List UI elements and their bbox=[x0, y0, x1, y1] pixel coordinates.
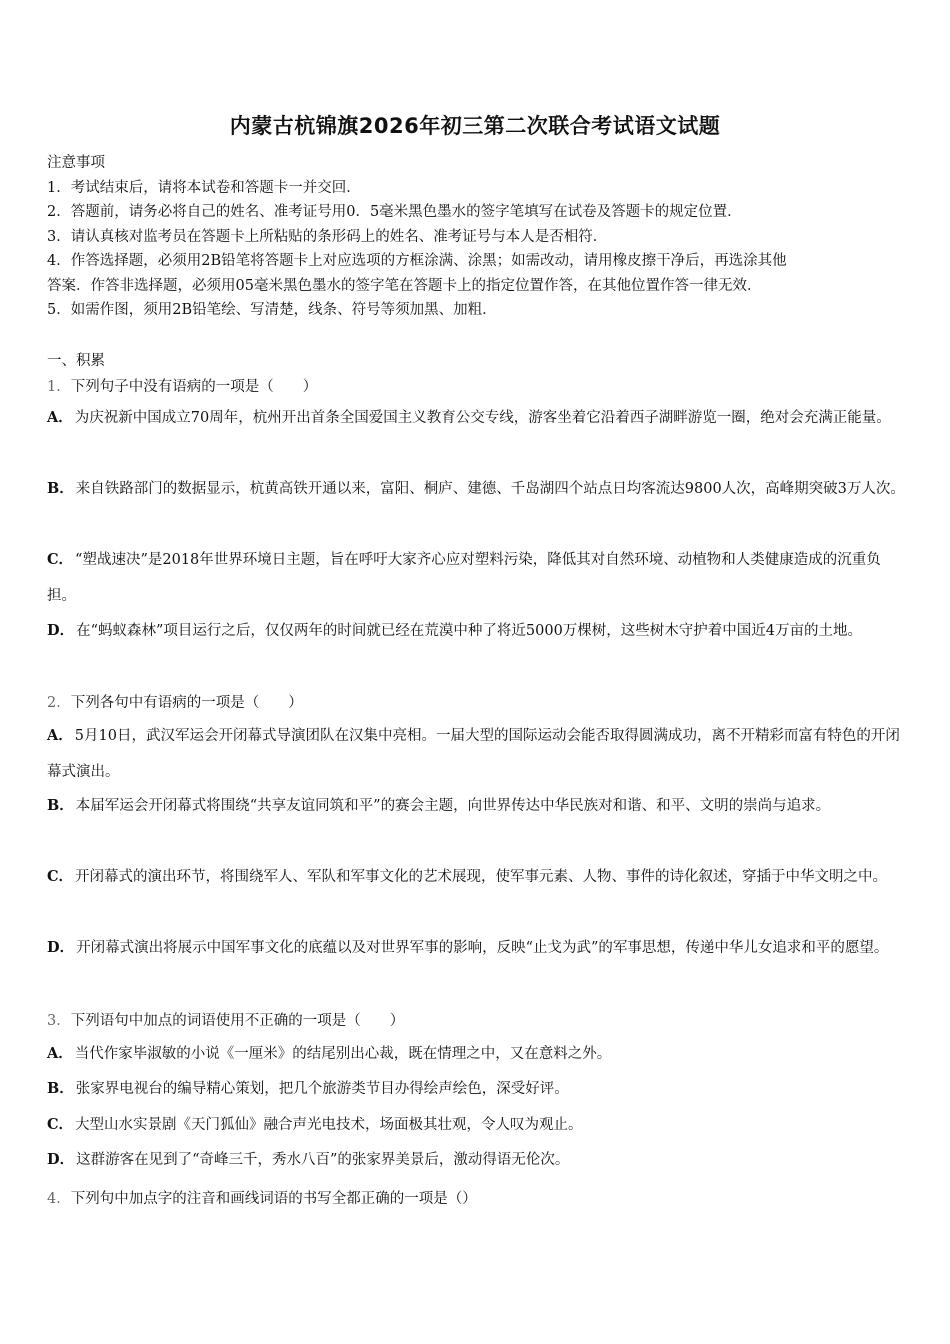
notice-item: 3．请认真核对监考员在答题卡上所粘贴的条形码上的姓名、准考证号与本人是否相符． bbox=[47, 228, 608, 245]
notice-item: 4．作答选择题，必须用2B铅笔将答题卡上对应选项的方框涂满、涂黑；如需改动，请用橡皮擦干净后，再选涂其他 bbox=[47, 253, 787, 269]
option-item bbox=[47, 1107, 907, 1144]
question-stem bbox=[47, 375, 317, 396]
option-item bbox=[47, 471, 907, 508]
option-item bbox=[47, 788, 907, 825]
option-text: 本届军运会开闭幕式将围绕“共享友谊同筑和平”的赛会主题，向世界传达中华民族对和谐、和平、文明的崇尚与追求。 bbox=[75, 798, 831, 814]
option-text: 开闭幕式演出将展示中国军事文化的底蕴以及对世界军事的影响，反映“止戈为武”的军事思想，传递中华儿女追求和平的愿望。 bbox=[76, 940, 889, 956]
option-label: B． bbox=[47, 480, 74, 497]
option-item bbox=[47, 1142, 907, 1179]
section-heading: 一、积累 bbox=[47, 353, 105, 369]
question-text: 下列语句中加点的词语使用不正确的一项是（ ） bbox=[70, 1013, 405, 1029]
option-item bbox=[47, 718, 907, 790]
option-text: 来自铁路部门的数据显示，杭黄高铁开通以来，富阳、桐庐、建德、千岛湖四个站点日均客流达9800人次，高峰期突破3万人次。 bbox=[75, 481, 905, 497]
option-text: 大型山水实景剧《天门狐仙》融合声光电技术，场面极其壮观，令人叹为观止。 bbox=[75, 1117, 583, 1133]
notice-block bbox=[47, 151, 917, 323]
option-label: C． bbox=[47, 868, 74, 885]
option-label: C． bbox=[47, 551, 74, 568]
notice-heading: 注意事项 bbox=[47, 155, 105, 171]
option-label: B． bbox=[47, 1080, 74, 1097]
question-number: 3． bbox=[47, 1013, 71, 1029]
option-label: D． bbox=[47, 1151, 75, 1168]
notice-item: 2．答题前，请务必将自己的姓名、准考证号用0．5毫米黑色墨水的签字笔填写在试卷及答题卡的规定位置． bbox=[47, 204, 742, 220]
option-item bbox=[47, 1071, 907, 1108]
option-text: 这群游客在见到了“奇峰三千，秀水八百”的张家界美景后，激动得语无伦次。 bbox=[76, 1152, 570, 1168]
option-label: D． bbox=[47, 939, 75, 956]
option-item bbox=[47, 859, 907, 896]
notice-item: 1．考试结束后，请将本试卷和答题卡一并交回． bbox=[47, 179, 361, 196]
option-item bbox=[47, 400, 907, 437]
option-label: A． bbox=[47, 409, 73, 426]
option-item bbox=[47, 613, 907, 650]
option-item bbox=[47, 542, 907, 614]
option-text: 5月10日，武汉军运会开闭幕式导演团队在汉集中亮相。一届大型的国际运动会能否取得圆满成功，离不开精彩而富有特色的开闭幕式演出。 bbox=[47, 728, 900, 780]
option-text: 张家界电视台的编导精心策划，把几个旅游类节目办得绘声绘色，深受好评。 bbox=[75, 1081, 569, 1097]
question-stem bbox=[47, 1009, 404, 1030]
option-text: 当代作家毕淑敏的小说《一厘米》的结尾别出心裁，既在情理之中，又在意料之外。 bbox=[74, 1046, 612, 1062]
page-title: 内蒙古杭锦旗2026年初三第二次联合考试语文试题 bbox=[229, 114, 721, 138]
question-stem bbox=[47, 1187, 477, 1208]
notice-item: 答案．作答非选择题，必须用05毫米黑色墨水的签字笔在答题卡上的指定位置作答，在其他位置作答一律无效． bbox=[47, 277, 762, 294]
option-label: C． bbox=[47, 1116, 74, 1133]
question-number: 4． bbox=[47, 1191, 71, 1207]
notice-item: 5．如需作图，须用2B铅笔绘、写清楚，线条、符号等须加黑、加粗． bbox=[47, 302, 497, 318]
question-stem bbox=[47, 691, 303, 712]
option-label: A． bbox=[47, 1045, 73, 1062]
option-text: 为庆祝新中国成立70周年，杭州开出首条全国爱国主义教育公交专线，游客坐着它沿着西子湖畔游览一圈，绝对会充满正能量。 bbox=[74, 410, 891, 426]
option-label: B． bbox=[47, 797, 74, 814]
question-text: 下列各句中有语病的一项是（ ） bbox=[70, 695, 303, 711]
option-item bbox=[47, 1036, 907, 1073]
question-text: 下列句中加点字的注音和画线词语的书写全都正确的一项是（） bbox=[70, 1191, 477, 1207]
option-item bbox=[47, 930, 907, 967]
question-text: 下列句子中没有语病的一项是（ ） bbox=[70, 379, 318, 395]
option-text: 在“蚂蚁森林”项目运行之后，仅仅两年的时间就已经在荒漠中种了将近5000万棵树，这些树木守护着中国近4万亩的土地。 bbox=[76, 623, 863, 639]
question-number: 1． bbox=[47, 379, 71, 395]
option-text: “塑战速决”是2018年世界环境日主题，旨在呼吁大家齐心应对塑料污染，降低其对自然环境、动植物和人类健康造成的沉重负担。 bbox=[47, 552, 881, 604]
option-text: 开闭幕式的演出环节，将围绕军人、军队和军事文化的艺术展现，使军事元素、人物、事件的诗化叙述，穿插于中华文明之中。 bbox=[75, 869, 888, 885]
question-number: 2． bbox=[47, 695, 71, 711]
option-label: A． bbox=[47, 727, 73, 744]
option-label: D． bbox=[47, 622, 75, 639]
